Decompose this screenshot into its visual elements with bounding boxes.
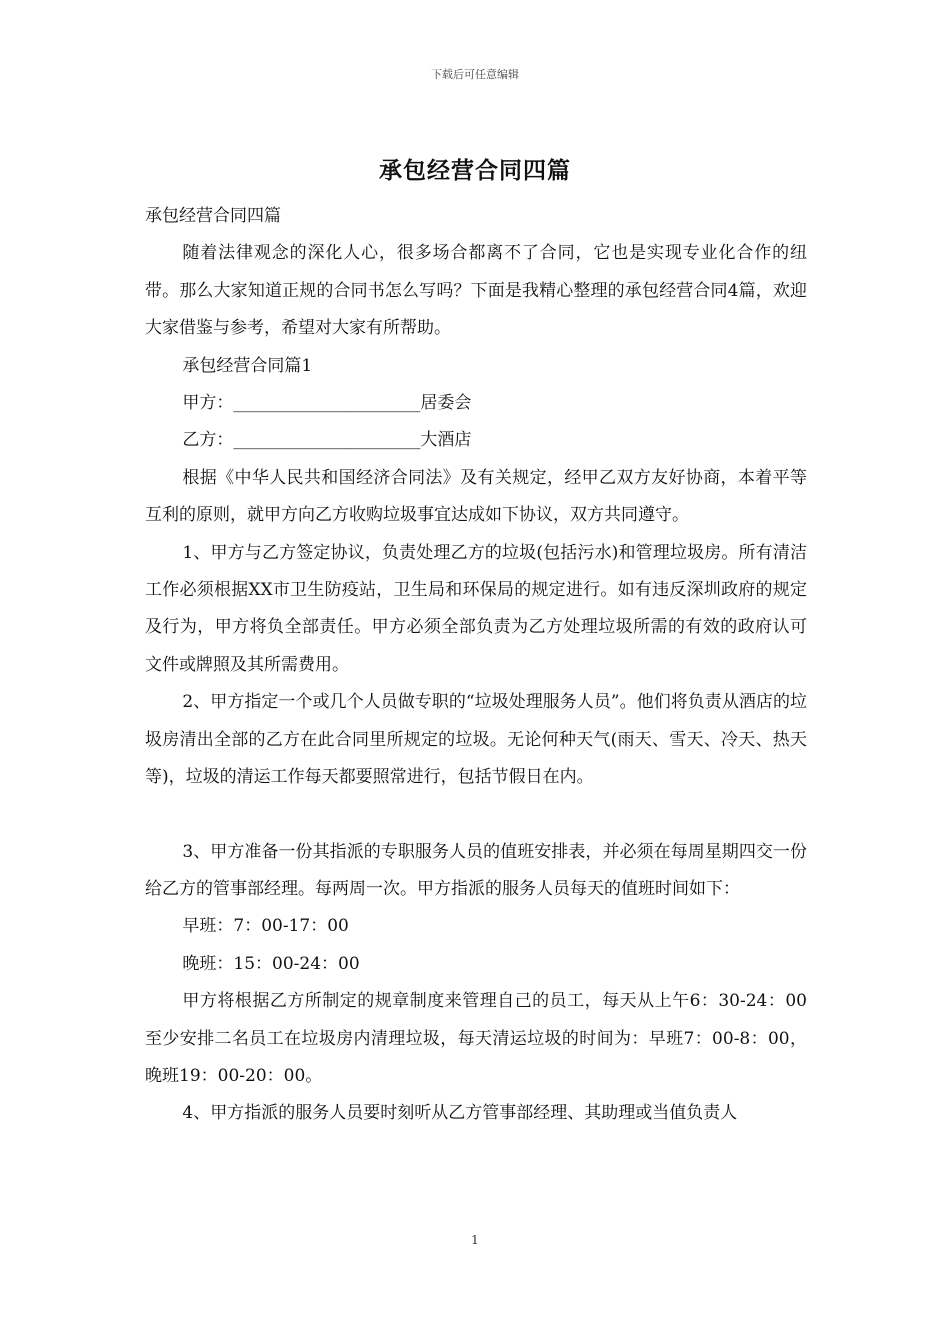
header-note: 下载后可任意编辑 bbox=[431, 68, 519, 81]
party-a-line: 甲方：______________________居委会 bbox=[182, 393, 472, 414]
clause-4: 4、甲方指派的服务人员要时刻听从乙方管事部经理、其助理或当值负责人 bbox=[182, 1103, 738, 1124]
clause-2: 2、甲方指定一个或几个人员做专职的“垃圾处理服务人员”。他们将负责从酒店的垃圾房清出全部的乙方在此合同里所规定的垃圾。无论何种天气(雨天、雪天、冷天、热天等)，垃圾的清运工作每天都要照常进行，包括节假日在内。 bbox=[145, 692, 807, 788]
party-b-line: 乙方：______________________大酒店 bbox=[182, 430, 472, 451]
clause-1: 1、甲方与乙方签定协议，负责处理乙方的垃圾(包括污水)和管理垃圾房。所有清洁工作必须根据XX市卫生防疫站，卫生局和环保局的规定进行。如有违反深圳政府的规定及行为，甲方将负全部责任。甲方必须全部负责为乙方处理垃圾所需的有效的政府认可文件或牌照及其所需费用。 bbox=[145, 542, 807, 675]
subtitle-paragraph: 承包经营合同四篇 bbox=[145, 206, 281, 226]
page-number: 1 bbox=[471, 1233, 479, 1247]
preamble-paragraph: 根据《中华人民共和国经济合同法》及有关规定，经甲乙双方友好协商，本着平等互利的原则，就甲方向乙方收购垃圾事宜达成如下协议，双方共同遵守。 bbox=[145, 467, 807, 526]
morning-shift-line: 早班：7：00-17：00 bbox=[182, 916, 349, 937]
clause-3: 3、甲方准备一份其指派的专职服务人员的值班安排表，并必须在每周星期四交一份给乙方的管事部经理。每两周一次。甲方指派的服务人员每天的值班时间如下： bbox=[145, 841, 807, 899]
paragraph-gap bbox=[145, 797, 807, 834]
section-heading: 承包经营合同篇1 bbox=[182, 355, 313, 376]
document-title: 承包经营合同四篇 bbox=[379, 157, 571, 184]
evening-shift-line: 晚班：15：00-24：00 bbox=[182, 953, 360, 974]
staffing-paragraph: 甲方将根据乙方所制定的规章制度来管理自己的员工，每天从上午6：30-24：00至少安排二名员工在垃圾房内清理垃圾，每天清运垃圾的时间为：早班7：00-8：00，晚班19：00-20：00。 bbox=[145, 991, 807, 1086]
intro-paragraph: 随着法律观念的深化人心，很多场合都离不了合同，它也是实现专业化合作的纽带。那么大家知道正规的合同书怎么写吗？下面是我精心整理的承包经营合同4篇，欢迎大家借鉴与参考，希望对大家有所帮助。 bbox=[145, 243, 807, 339]
document-body bbox=[145, 198, 807, 1133]
